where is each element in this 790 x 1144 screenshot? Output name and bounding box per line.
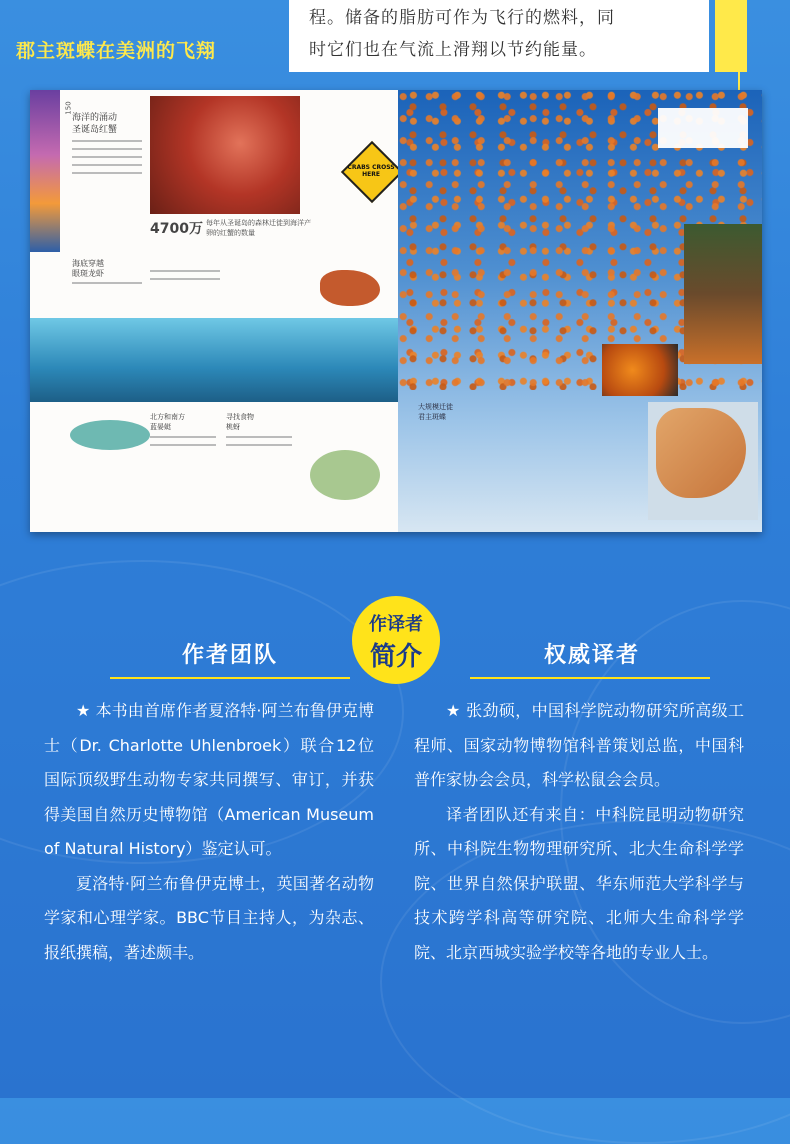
side-strip-image	[30, 90, 60, 252]
migration-subheading: 君主斑蝶	[418, 413, 446, 421]
translator-para-1: ★ 张劲硕，中国科学院动物研究所高级工程师、国家动物博物馆科普策划总监，中国科普作家协会会员，科学松鼠会会员。	[414, 701, 744, 789]
lobster-heading: 海底穿越	[72, 259, 104, 268]
spiny-lobster-photo	[30, 318, 398, 402]
aphid-subheading: 桃蚜	[226, 423, 240, 431]
lobster-photo	[320, 270, 380, 306]
author-para-1: ★ 本书由首席作者夏洛特·阿兰布鲁伊克博士（Dr. Charlotte Uhlenbroek）联合12位国际顶级野生动物专家共同撰写、审订，并获得美国自然历史博物馆（American Museum of Natural History）鉴定认可。	[44, 701, 374, 858]
aphid-photo	[310, 450, 380, 500]
accent-stripe	[715, 0, 747, 72]
photo-caption: 郡主斑蝶在美洲的飞翔	[16, 40, 217, 62]
crab-stat: 4700万	[150, 221, 203, 237]
author-column	[44, 694, 374, 970]
note-line-2: 时它们也在气流上滑翔以节约能量。	[309, 40, 597, 60]
crab-subheading: 圣诞岛红蟹	[72, 125, 118, 135]
badge-line-2: 简介	[369, 642, 422, 672]
book-spread-image	[30, 90, 762, 532]
roosting-tree-photo	[684, 224, 762, 364]
author-title-rule	[110, 677, 350, 679]
dragonfly-subheading: 蓝晏蜓	[150, 423, 171, 431]
translator-title-rule	[470, 677, 710, 679]
crab-heading: 海洋的涌动	[72, 113, 118, 123]
note-box	[289, 0, 709, 72]
translator-title: 权威译者	[543, 643, 640, 668]
info-box	[658, 108, 748, 148]
red-crab-photo	[150, 96, 300, 214]
dragonfly-heading: 北方和南方	[150, 413, 185, 421]
lobster-subheading: 眼斑龙虾	[72, 269, 104, 278]
translator-column	[414, 694, 744, 970]
book-left-page	[30, 90, 398, 532]
migration-heading: 大规模迁徙	[418, 403, 453, 411]
aphid-heading: 寻找食物	[226, 413, 254, 421]
badge-line-1: 作译者	[369, 614, 423, 635]
page-number: 150	[64, 101, 73, 115]
note-line-1: 程。储备的脂肪可作为飞行的燃料，同	[309, 8, 615, 28]
migration-map	[648, 402, 758, 520]
north-america-land	[656, 408, 746, 498]
book-right-page	[398, 90, 762, 532]
translator-para-2: 译者团队还有来自：中科院昆明动物研究所、中科院生物物理研究所、北大生命科学学院、世界自然保护联盟、华东师范大学科学与技术跨学科高等研究院、北师大生命科学学院、北京西城实验学校等各地的专业人士。	[414, 804, 744, 962]
sign-text: CRABS CROSS HERE	[347, 164, 395, 178]
author-team-title: 作者团队	[181, 643, 278, 668]
dragonfly-photo	[70, 420, 150, 450]
crab-stat-note: 每年从圣诞岛的森林迁徙到海洋产卵的红蟹的数量	[206, 219, 311, 237]
monarch-butterfly-photo	[602, 344, 678, 396]
author-para-2: 夏洛特·阿兰布鲁伊克博士，英国著名动物学家和心理学家。BBC节目主持人，为杂志、报纸撰稿，著述颇丰。	[44, 873, 374, 962]
